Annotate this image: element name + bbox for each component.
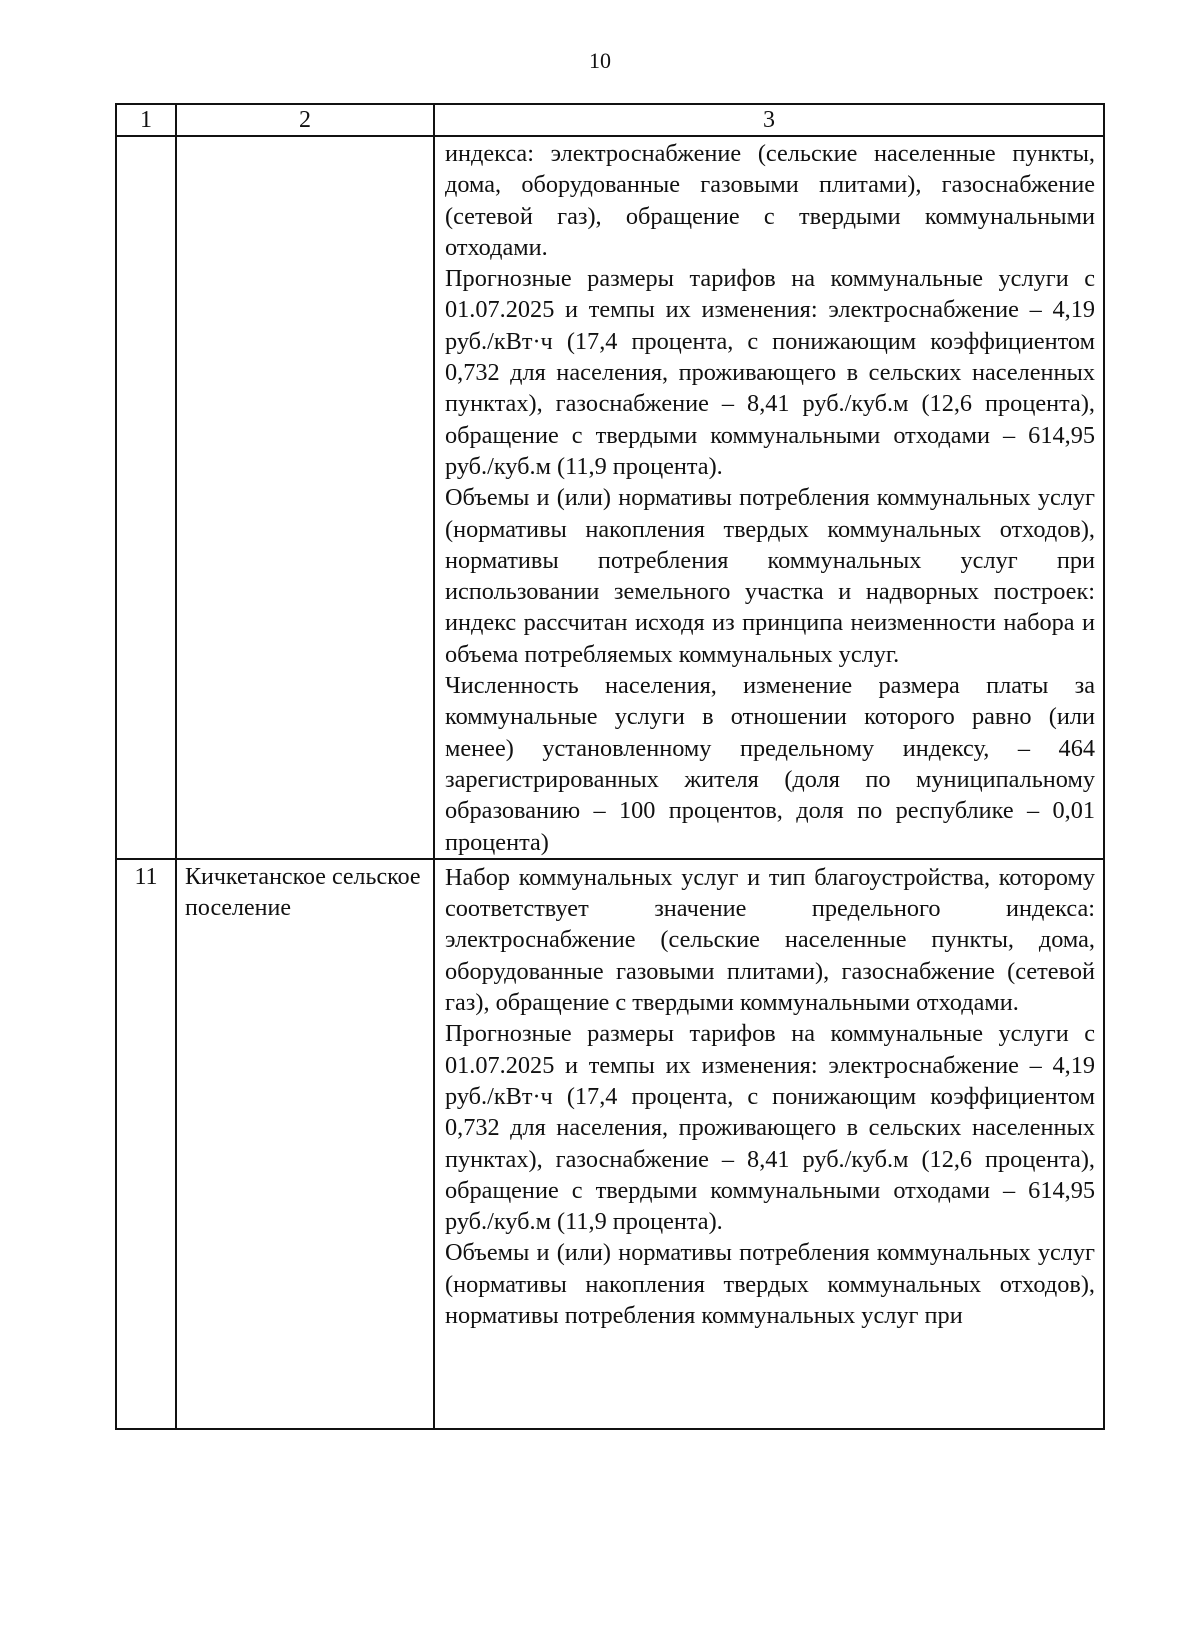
row-number <box>116 136 176 859</box>
paragraph-utility-set: Набор коммунальных услуг и тип благоустройства, которому соответствует значение предельного индекса: электроснабжение (сельские населенные пункты, дома, оборудованные газовыми плитами), газоснабжение (сетевой газ), обращение с твердыми коммунальными отходами. <box>445 863 1095 1017</box>
paragraph-tariffs: Прогнозные размеры тарифов на коммунальные услуги с 01.07.2025 и темпы их изменения: электроснабжение – 4,19 руб./кВт·ч (17,4 процента, с понижающим коэффициентом 0,732 для населения, проживающего в сельских населенных пунктах), газоснабжение – 8,41 руб./куб.м (12,6 процента), обращение с твердыми коммунальными отходами – 614,95 руб./куб.м (11,9 процента). <box>445 1020 1095 1236</box>
table-row <box>116 859 1104 1429</box>
paragraph-population: Численность населения, изменение размера платы за коммунальные услуги в отношении которого равно (или менее) установленному предельному индексу, – 464 зарегистрированных жителя (доля по муниципальному образованию – 100 процентов, доля по республике – 0,01 процента) <box>445 672 1095 856</box>
header-col-3: 3 <box>434 104 1104 136</box>
row-description <box>434 859 1104 1429</box>
row-number: 11 <box>116 859 176 1429</box>
table-row <box>116 136 1104 859</box>
row-description <box>434 136 1104 859</box>
paragraph-volumes: Объемы и (или) нормативы потребления коммунальных услуг (нормативы накопления твердых коммунальных отходов), нормативы потребления коммунальных услуг при использовании земельного участка и надворных построек: индекс рассчитан исходя из принципа неизменности набора и объема потребляемых коммунальных услуг. <box>445 484 1095 668</box>
paragraph-utility-set: индекса: электроснабжение (сельские населенные пункты, дома, оборудованные газовыми плитами), газоснабжение (сетевой газ), обращение с твердыми коммунальными отходами. <box>445 140 1095 261</box>
paragraph-tariffs: Прогнозные размеры тарифов на коммунальные услуги с 01.07.2025 и темпы их изменения: электроснабжение – 4,19 руб./кВт·ч (17,4 процента, с понижающим коэффициентом 0,732 для населения, проживающего в сельских населенных пунктах), газоснабжение – 8,41 руб./куб.м (12,6 процента), обращение с твердыми коммунальными отходами – 614,95 руб./куб.м (11,9 процента). <box>445 265 1095 480</box>
page-number: 10 <box>589 48 611 73</box>
paragraph-volumes: Объемы и (или) нормативы потребления коммунальных услуг (нормативы накопления твердых коммунальных отходов), нормативы потребления коммунальных услуг при <box>445 1239 1095 1329</box>
settlement-name <box>176 136 434 859</box>
header-col-1: 1 <box>116 104 176 136</box>
indices-table <box>115 103 1105 1430</box>
settlement-name: Кичкетанское сельское поселение <box>176 859 434 1429</box>
table-header-row <box>116 104 1104 136</box>
header-col-2: 2 <box>176 104 434 136</box>
